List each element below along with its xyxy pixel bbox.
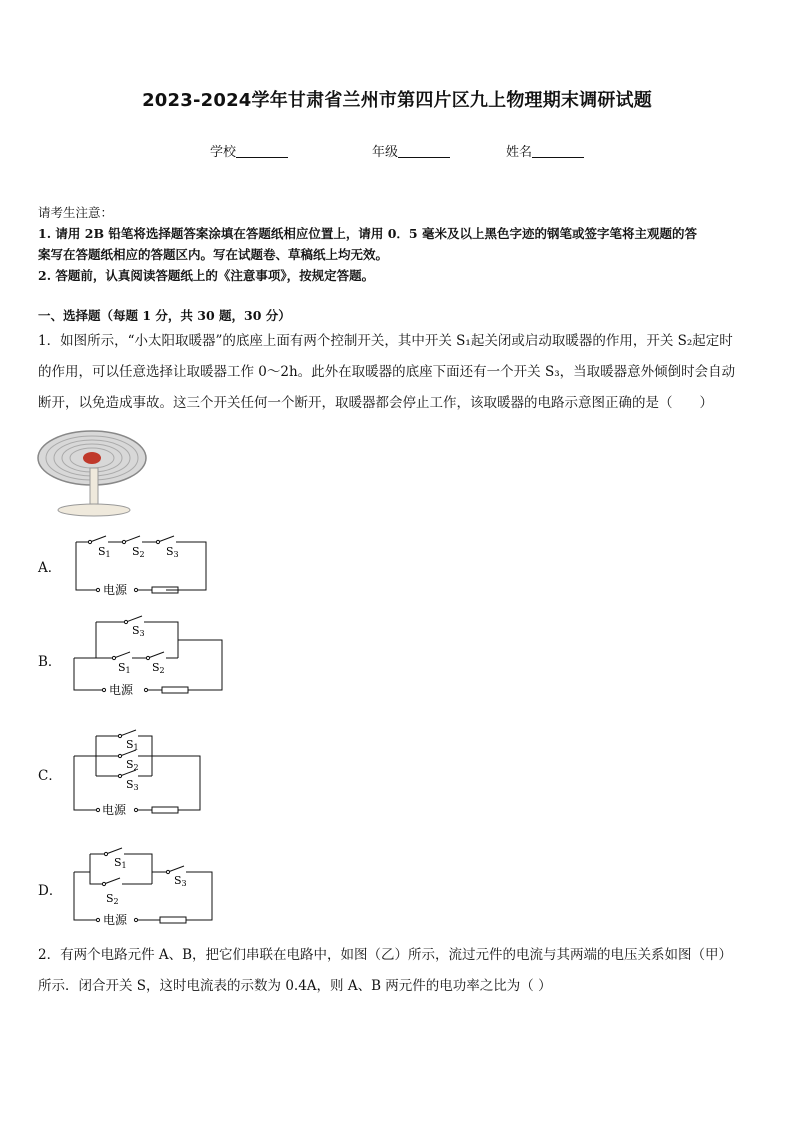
circuit-d xyxy=(70,840,220,930)
option-c-label: C． xyxy=(38,768,62,784)
option-d-label: D． xyxy=(38,883,63,899)
question-1-line: 断开，以免造成事故。这三个开关任何一个断开，取暖器都会停止工作，该取暖器的电路示意图正确的是（ ） xyxy=(38,395,713,411)
switch-s3-label: S3 xyxy=(166,545,179,559)
switch-s2-label: S2 xyxy=(132,545,145,559)
name-blank xyxy=(532,145,584,158)
notice-item2: 2. 答题前，认真阅读答题纸上的《注意事项》，按规定答题。 xyxy=(38,268,375,283)
question-1-text xyxy=(38,326,762,419)
grade-field xyxy=(372,141,450,160)
school-blank xyxy=(236,145,288,158)
option-a-label: A． xyxy=(38,560,62,576)
question-2-text xyxy=(38,940,762,1002)
notice-heading: 请考生注意： xyxy=(38,205,114,220)
switch-s3-label: S3 xyxy=(174,874,187,888)
switch-s2-label: S2 xyxy=(126,758,139,772)
power-label: 电源 xyxy=(109,683,134,697)
switch-s1-label: S1 xyxy=(126,738,139,752)
section-heading: 一、选择题（每题 1 分，共 30 题，30 分） xyxy=(38,308,291,323)
question-2-line: 所示．闭合开关 S，这时电流表的示数为 0.4A，则 A、B 两元件的电功率之比为（ ） xyxy=(38,978,552,994)
circuit-c xyxy=(70,726,210,822)
school-field xyxy=(210,141,288,160)
switch-s1-label: S1 xyxy=(118,661,131,675)
question-1-line: 1．如图所示，“小太阳取暖器”的底座上面有两个控制开关，其中开关 S₁起关闭或启动取暖器的作用，开关 S₂起定时 xyxy=(38,333,733,349)
circuit-a xyxy=(70,528,215,598)
notice-item1-line1: 1. 请用 2B 铅笔将选择题答案涂填在答题纸相应位置上，请用 0．5 毫米及以上黑色字迹的钢笔或签字笔将主观题的答 xyxy=(38,226,697,241)
switch-s1-label: S1 xyxy=(98,545,111,559)
power-label: 电源 xyxy=(103,913,128,927)
switch-s2-label: S2 xyxy=(106,892,119,906)
notice-item1-line2: 案写在答题纸相应的答题区内。写在试题卷、草稿纸上均无效。 xyxy=(38,247,389,262)
page-title: 2023-2024学年甘肃省兰州市第四片区九上物理期末调研试题 xyxy=(142,90,652,111)
switch-s3-label: S3 xyxy=(132,624,145,638)
circuit-b xyxy=(70,612,230,698)
switch-s2-label: S2 xyxy=(152,661,165,675)
power-label: 电源 xyxy=(102,803,127,817)
school-label: 学校 xyxy=(210,145,237,160)
grade-label: 年级 xyxy=(372,145,399,160)
option-b-label: B． xyxy=(38,654,62,670)
name-label: 姓名 xyxy=(506,145,533,160)
switch-s3-label: S3 xyxy=(126,778,139,792)
switch-s1-label: S1 xyxy=(114,856,127,870)
question-2-line: 2．有两个电路元件 A、B，把它们串联在电路中，如图（乙）所示，流过元件的电流与其两端的电压关系如图（甲） xyxy=(38,947,733,963)
question-1-line: 的作用，可以任意选择让取暖器工作 0～2h。此外在取暖器的底座下面还有一个开关 S₃，当取暖器意外倾倒时会自动 xyxy=(38,364,736,380)
name-field xyxy=(506,141,584,160)
heater-image xyxy=(36,424,158,518)
grade-blank xyxy=(398,145,450,158)
power-label: 电源 xyxy=(103,583,128,597)
